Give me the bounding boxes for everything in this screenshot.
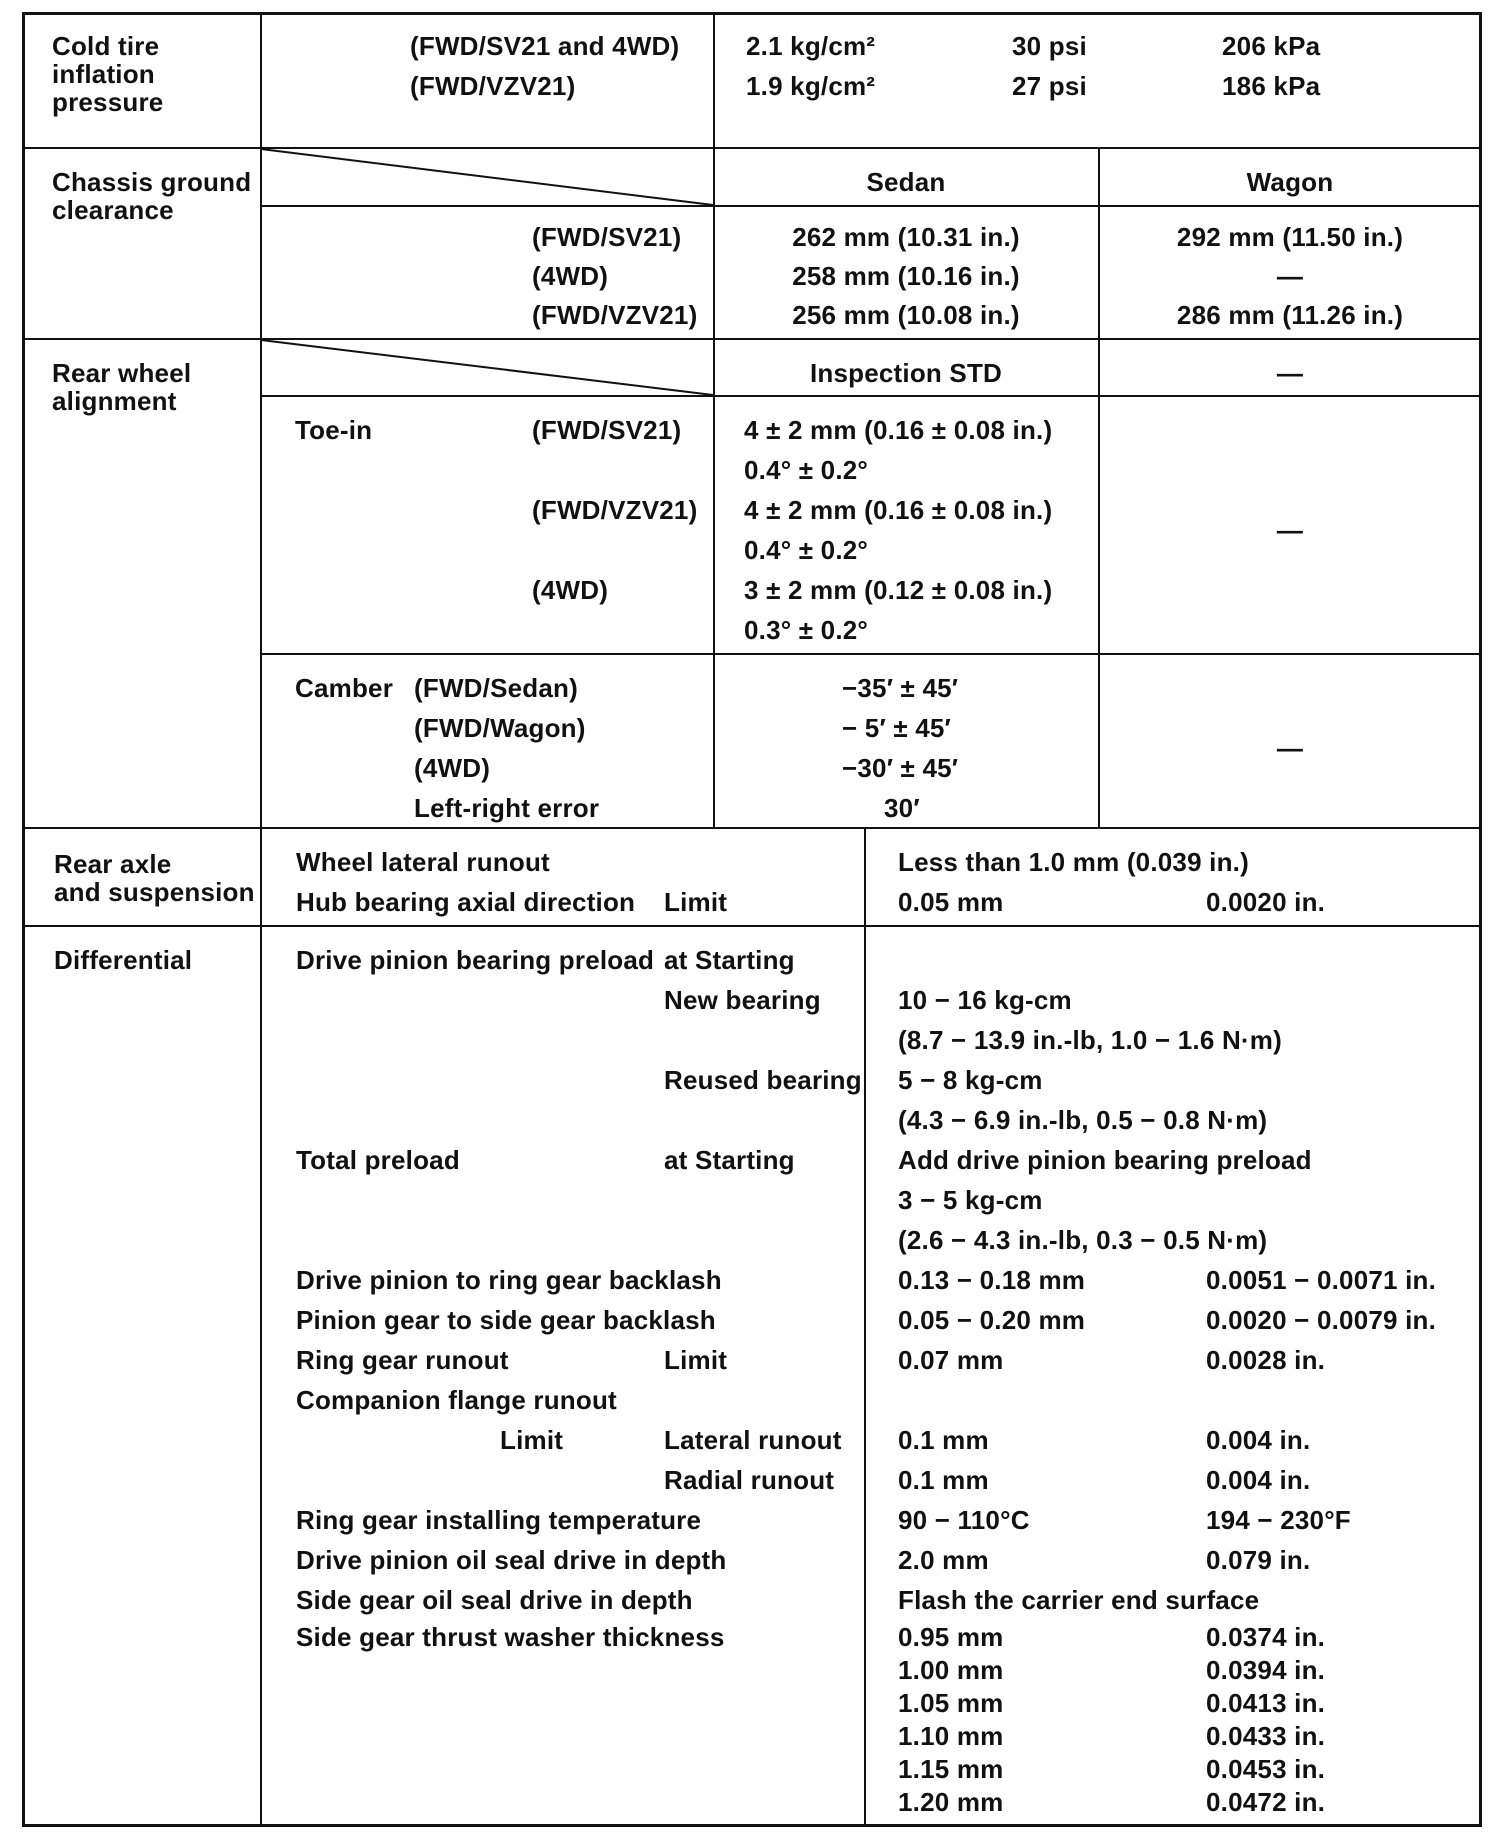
diff-ring-backlash-in: 0.0051 − 0.0071 in. xyxy=(1206,1265,1437,1295)
clearance-sedan-2: 258 mm (10.16 in.) xyxy=(792,261,1020,291)
toe-value-2a: 4 ± 2 mm (0.16 ± 0.08 in.) xyxy=(744,495,1053,525)
tire-label-line-1: Cold tire xyxy=(52,31,160,61)
diff-washer-in-1: 0.0374 in. xyxy=(1206,1622,1326,1652)
camber-value-2: − 5′ ± 45′ xyxy=(842,713,951,743)
tire-kpa-1: 206 kPa xyxy=(1222,31,1321,61)
diff-side-backlash-in: 0.0020 − 0.0079 in. xyxy=(1206,1305,1437,1335)
diff-ring-runout-item: Ring gear runout xyxy=(296,1345,509,1375)
camber-condition-2: (FWD/Wagon) xyxy=(414,713,586,743)
axle-label-line-1: Rear axle xyxy=(54,849,172,879)
camber-condition-4: Left-right error xyxy=(414,793,600,823)
tire-kg-2: 1.9 kg/cm² xyxy=(746,71,876,101)
axle-hub-bearing-limit: Limit xyxy=(664,887,728,917)
toe-condition-2: (FWD/VZV21) xyxy=(532,495,698,525)
diff-washer-mm-5: 1.15 mm xyxy=(898,1754,1004,1784)
tire-label-line-3: pressure xyxy=(52,87,164,117)
diff-new-bearing-value-2: (8.7 − 13.9 in.-lb, 1.0 − 1.6 N·m) xyxy=(898,1025,1282,1055)
alignment-label-line-2: alignment xyxy=(52,386,177,416)
clearance-sedan-1: 262 mm (10.31 in.) xyxy=(792,222,1020,252)
diff-at-starting-2: at Starting xyxy=(664,1145,795,1175)
clearance-wagon-1: 292 mm (11.50 in.) xyxy=(1176,222,1404,252)
diff-radial-runout-label: Radial runout xyxy=(664,1465,835,1495)
diff-ring-backlash-item: Drive pinion to ring gear backlash xyxy=(296,1265,722,1295)
camber-condition-3: (4WD) xyxy=(414,753,491,783)
diff-flange-limit: Limit xyxy=(500,1425,564,1455)
toe-dash: — xyxy=(1276,515,1304,545)
diff-radial-runout-mm: 0.1 mm xyxy=(898,1465,989,1495)
diff-side-seal-item: Side gear oil seal drive in depth xyxy=(296,1585,693,1615)
alignment-col-dash: — xyxy=(1276,358,1304,388)
clearance-col-wagon: Wagon xyxy=(1246,167,1334,197)
tire-label-line-2: inflation xyxy=(52,59,155,89)
tire-kg-1: 2.1 kg/cm² xyxy=(746,31,876,61)
diff-total-preload-item: Total preload xyxy=(296,1145,460,1175)
diff-pinion-seal-mm: 2.0 mm xyxy=(898,1545,989,1575)
diff-at-starting-1: at Starting xyxy=(664,945,795,975)
diff-temp-item: Ring gear installing temperature xyxy=(296,1505,702,1535)
diff-temp-c: 90 − 110°C xyxy=(898,1505,1030,1535)
diff-side-backlash-item: Pinion gear to side gear backlash xyxy=(296,1305,716,1335)
axle-label-line-2: and suspension xyxy=(54,877,255,907)
alignment-label-line-1: Rear wheel xyxy=(52,358,192,388)
diff-total-value-2: 3 − 5 kg-cm xyxy=(898,1185,1043,1215)
diff-new-bearing: New bearing xyxy=(664,985,821,1015)
diff-side-backlash-mm: 0.05 − 0.20 mm xyxy=(898,1305,1086,1335)
diff-label: Differential xyxy=(54,945,193,975)
clearance-condition-2: (4WD) xyxy=(532,261,609,291)
camber-value-4: 30′ xyxy=(884,793,920,823)
diff-ring-backlash-mm: 0.13 − 0.18 mm xyxy=(898,1265,1086,1295)
clearance-wagon-3: 286 mm (11.26 in.) xyxy=(1176,300,1404,330)
toe-condition-1: (FWD/SV21) xyxy=(532,415,682,445)
axle-hub-bearing-item: Hub bearing axial direction xyxy=(296,887,636,917)
axle-hub-bearing-mm: 0.05 mm xyxy=(898,887,1004,917)
clearance-condition-3: (FWD/VZV21) xyxy=(532,300,698,330)
diff-washer-mm-1: 0.95 mm xyxy=(898,1622,1004,1652)
diff-washer-mm-2: 1.00 mm xyxy=(898,1655,1004,1685)
camber-dash: — xyxy=(1276,733,1304,763)
diff-washer-in-5: 0.0453 in. xyxy=(1206,1754,1326,1784)
tire-psi-1: 30 psi xyxy=(1012,31,1087,61)
camber-label: Camber xyxy=(295,673,394,703)
diff-washer-mm-4: 1.10 mm xyxy=(898,1721,1004,1751)
axle-wheel-runout-value: Less than 1.0 mm (0.039 in.) xyxy=(898,847,1249,877)
diff-ring-runout-limit: Limit xyxy=(664,1345,728,1375)
diff-temp-f: 194 − 230°F xyxy=(1206,1505,1351,1535)
diff-pinion-seal-item: Drive pinion oil seal drive in depth xyxy=(296,1545,727,1575)
diff-total-value-3: (2.6 − 4.3 in.-lb, 0.3 − 0.5 N·m) xyxy=(898,1225,1268,1255)
toe-value-3a: 3 ± 2 mm (0.12 ± 0.08 in.) xyxy=(744,575,1053,605)
diff-ring-runout-in: 0.0028 in. xyxy=(1206,1345,1326,1375)
toe-value-2b: 0.4° ± 0.2° xyxy=(744,535,868,565)
diff-reused-bearing: Reused bearing xyxy=(664,1065,862,1095)
diff-side-seal-value: Flash the carrier end surface xyxy=(898,1585,1260,1615)
camber-condition-1: (FWD/Sedan) xyxy=(414,673,578,703)
diff-pinion-preload-item: Drive pinion bearing preload xyxy=(296,945,655,975)
diff-total-value-1: Add drive pinion bearing preload xyxy=(898,1145,1312,1175)
toe-value-1a: 4 ± 2 mm (0.16 ± 0.08 in.) xyxy=(744,415,1053,445)
diff-lateral-runout-label: Lateral runout xyxy=(664,1425,842,1455)
diff-washer-item: Side gear thrust washer thickness xyxy=(296,1622,725,1652)
clearance-sedan-3: 256 mm (10.08 in.) xyxy=(792,300,1020,330)
tire-kpa-2: 186 kPa xyxy=(1222,71,1321,101)
alignment-col-std: Inspection STD xyxy=(809,358,1003,388)
toe-value-1b: 0.4° ± 0.2° xyxy=(744,455,868,485)
toe-value-3b: 0.3° ± 0.2° xyxy=(744,615,868,645)
axle-hub-bearing-in: 0.0020 in. xyxy=(1206,887,1326,917)
diff-washer-mm-3: 1.05 mm xyxy=(898,1688,1004,1718)
clearance-condition-1: (FWD/SV21) xyxy=(532,222,682,252)
camber-value-1: −35′ ± 45′ xyxy=(842,673,959,703)
diff-reused-bearing-value-2: (4.3 − 6.9 in.-lb, 0.5 − 0.8 N·m) xyxy=(898,1105,1268,1135)
diff-ring-runout-mm: 0.07 mm xyxy=(898,1345,1004,1375)
toe-condition-3: (4WD) xyxy=(532,575,609,605)
camber-value-3: −30′ ± 45′ xyxy=(842,753,959,783)
diff-radial-runout-in: 0.004 in. xyxy=(1206,1465,1311,1495)
clearance-label-line-2: clearance xyxy=(52,195,174,225)
clearance-wagon-2: — xyxy=(1276,261,1304,291)
diff-new-bearing-value-1: 10 − 16 kg-cm xyxy=(898,985,1072,1015)
diff-lateral-runout-mm: 0.1 mm xyxy=(898,1425,989,1455)
diff-washer-in-2: 0.0394 in. xyxy=(1206,1655,1326,1685)
clearance-label-line-1: Chassis ground xyxy=(52,167,252,197)
tire-condition-1: (FWD/SV21 and 4WD) xyxy=(410,31,680,61)
diff-washer-in-3: 0.0413 in. xyxy=(1206,1688,1326,1718)
tire-condition-2: (FWD/VZV21) xyxy=(410,71,576,101)
diff-flange-runout-item: Companion flange runout xyxy=(296,1385,617,1415)
diff-pinion-seal-in: 0.079 in. xyxy=(1206,1545,1311,1575)
alignment-header-diagonal xyxy=(261,340,713,395)
tire-psi-2: 27 psi xyxy=(1012,71,1087,101)
diff-lateral-runout-in: 0.004 in. xyxy=(1206,1425,1311,1455)
clearance-header-diagonal xyxy=(261,149,713,205)
diff-washer-in-4: 0.0433 in. xyxy=(1206,1721,1326,1751)
diff-washer-mm-6: 1.20 mm xyxy=(898,1787,1004,1817)
diff-reused-bearing-value-1: 5 − 8 kg-cm xyxy=(898,1065,1043,1095)
diff-washer-in-6: 0.0472 in. xyxy=(1206,1787,1326,1817)
toe-in-label: Toe-in xyxy=(295,415,373,445)
clearance-col-sedan: Sedan xyxy=(866,167,946,197)
axle-wheel-runout-item: Wheel lateral runout xyxy=(296,847,550,877)
